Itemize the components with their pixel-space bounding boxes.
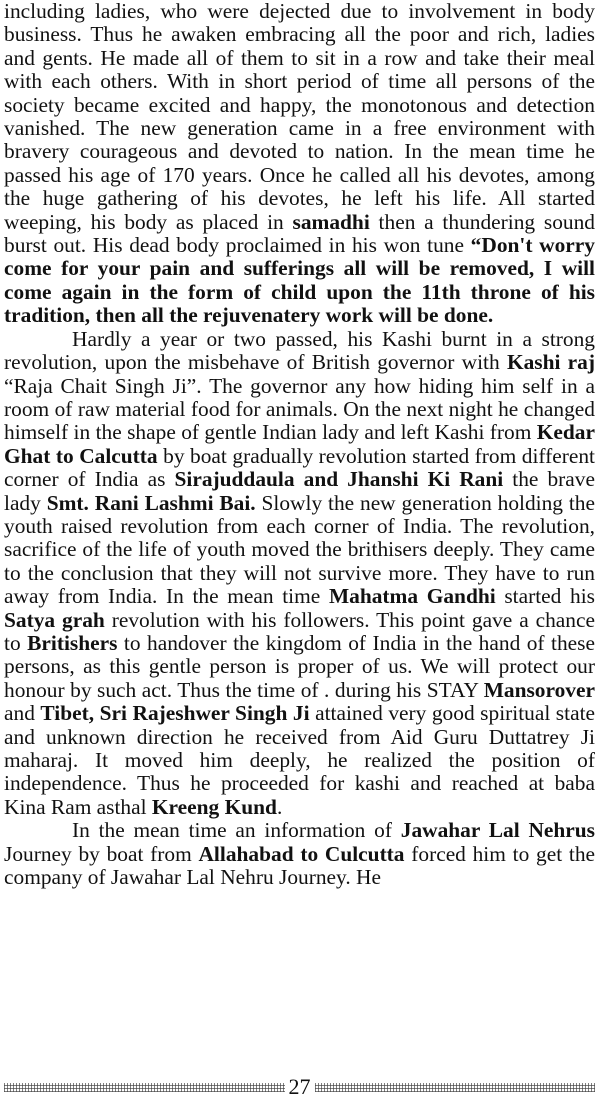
bold-text-segment: Kedar Ghat to Calcutta: [4, 420, 595, 468]
bold-text-segment: Kreeng Kund: [151, 794, 277, 819]
bold-text-segment: Sirajuddaula and Jhanshi Ki Rani: [174, 467, 504, 492]
text-segment: attained very good spiritual state and unknown direction he received from Aid Guru Duttatrey Ji maharaj. It moved him deeply, he realized the position of independence. Thus he proceeded for kashi and reached at baba Kina Ram asthal: [4, 701, 596, 819]
text-segment: Journey by boat from: [4, 841, 199, 866]
bold-text-segment: samadhi: [292, 209, 370, 234]
bold-text-segment: Britishers: [27, 630, 118, 655]
text-segment: to handover the kingdom of India in the hand of these persons, as this gentle person is proper of us. We will protect our honour by such act. Thus the time of . during his STAY: [4, 630, 595, 702]
text-segment: forced him to get the company of Jawahar Lal Nehru Journey. He: [4, 841, 596, 890]
text-segment: including ladies, who were dejected due to involvement in body business. Thus he awaken embracing all the poor and rich, ladies and gents. He made all of them to sit in a row and take their meal with each others. With in short period of time all persons of the society became excited and happy, the monotonous and detection vanished. The new generation came in a free environment with bravery courageous and devoted to nation. In the mean time he passed his age of 170 years. Once he called all his devotes, among the huge gathering of his devotes, he left his life. All started weeping, his body as placed in: [4, 0, 595, 234]
bold-text-segment: “Don't worry come for your pain and sufferings all will be removed, I will come again in the form of child upon the 11th throne of his tradition, then all the rejuvenatery work will be done.: [4, 233, 595, 328]
text-segment: .: [276, 794, 283, 819]
text-segment: “Raja Chait Singh Ji”. The governor any how hiding him self in a room of raw material food for animals. On the next night he changed himself in the shape of gentle Indian lady and left Kashi from: [4, 373, 595, 445]
footer-rule-left: [4, 1083, 285, 1092]
page-number: 27: [288, 1074, 311, 1099]
paragraph-2: [4, 328, 595, 820]
bold-text-segment: Mansorover: [483, 677, 595, 702]
bold-text-segment: Kashi raj: [506, 350, 595, 375]
bold-text-segment: Allahabad to Culcutta: [198, 841, 405, 866]
text-segment: the brave lady: [4, 467, 595, 515]
text-segment: and: [4, 701, 41, 726]
bold-text-segment: Mahatma Gandhi: [328, 584, 496, 609]
bold-text-segment: Satya grah: [4, 607, 105, 632]
text-segment: then a thundering sound burst out. His dead body proclaimed in his won tune: [4, 209, 595, 258]
bold-text-segment: Tibet, Sri Rajeshwer Singh Ji: [40, 701, 310, 726]
text-segment: In the mean time an information of: [72, 818, 401, 843]
text-segment: Hardly a year or two passed, his Kashi burnt in a strong revolution, upon the misbehave of British governor with: [4, 326, 595, 375]
text-segment: revolution with his followers. This point gave a chance to: [4, 607, 595, 655]
text-segment: Slowly the new generation holding the youth raised revolution from each corner of India. The revolution, sacrifice of the life of youth moved the brithisers deeply. They came to the conclusion that they will not survive more. They have to run away from India. In the mean time: [4, 490, 595, 609]
page-footer: [4, 1074, 595, 1099]
page-body: [4, 0, 595, 889]
text-segment: by boat gradually revolution started from different corner of India as: [4, 443, 595, 492]
text-segment: started his: [495, 584, 595, 609]
paragraph-3: [4, 819, 595, 889]
bold-text-segment: Smt. Rani Lashmi Bai.: [46, 490, 256, 515]
footer-rule-right: [315, 1083, 596, 1092]
bold-text-segment: Jawahar Lal Nehrus: [400, 818, 595, 843]
paragraph-1: [4, 0, 595, 328]
